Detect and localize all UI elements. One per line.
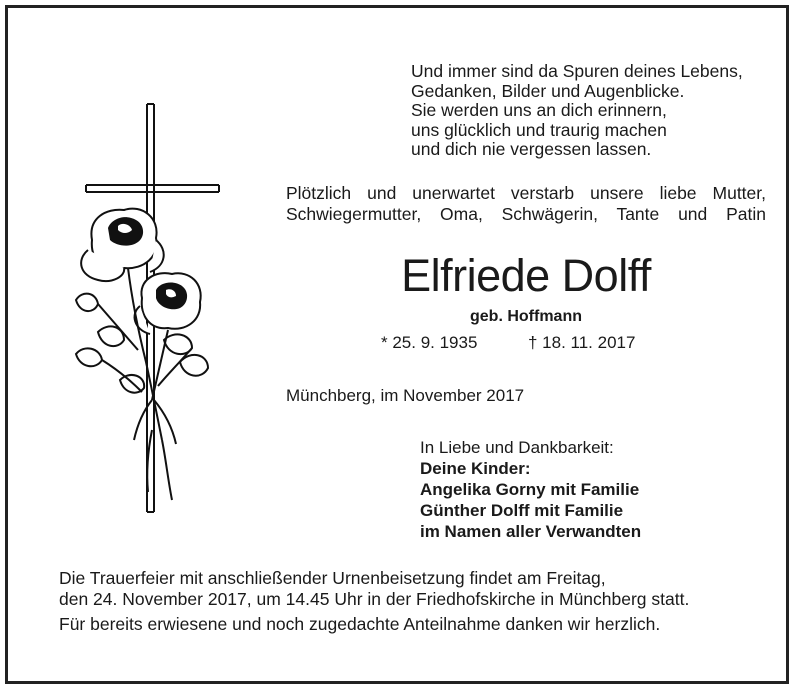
place-date: Münchberg, im November 2017 — [286, 386, 525, 405]
mourners-block — [420, 437, 641, 542]
maiden-name: geb. Hoffmann — [470, 308, 582, 325]
poem-line: uns glücklich und traurig machen — [411, 119, 667, 140]
poem-line: Und immer sind da Spuren deines Lebens, — [411, 61, 743, 81]
thanks-note: Für bereits erwiesene und noch zugedachte Anteilnahme danken wir herzlich. — [59, 614, 661, 634]
poem-line: Gedanken, Bilder und Augenblicke. — [411, 80, 685, 101]
death-announcement — [286, 183, 766, 225]
memorial-poem — [411, 62, 743, 160]
death-date: † 18. 11. 2017 — [528, 333, 636, 352]
mourner-line: im Namen aller Verwandten — [420, 522, 642, 541]
cross-with-roses-icon — [68, 100, 228, 520]
announcement-line: Plötzlich und unerwartet verstarb unsere liebe Mutter, — [286, 183, 766, 203]
announcement-line: Schwiegermutter, Oma, Schwägerin, Tante und Patin — [286, 204, 766, 224]
mourner-line: Angelika Gorny mit Familie — [420, 480, 640, 499]
poem-line: Sie werden uns an dich erinnern, — [411, 100, 667, 120]
mourners-heading: In Liebe und Dankbarkeit: — [420, 438, 614, 457]
funeral-line: Die Trauerfeier mit anschließender Urnenbeisetzung findet am Freitag, — [59, 568, 606, 588]
birth-date: * 25. 9. 1935 — [381, 333, 478, 352]
mourner-line: Deine Kinder: — [420, 459, 531, 478]
mourner-line: Günther Dolff mit Familie — [420, 501, 624, 520]
funeral-line: den 24. November 2017, um 14.45 Uhr in der Friedhofskirche in Münchberg statt. — [59, 589, 690, 609]
funeral-notice — [59, 568, 689, 610]
poem-line: und dich nie vergessen lassen. — [411, 139, 652, 159]
deceased-name: Elfriede Dolff — [401, 250, 651, 301]
